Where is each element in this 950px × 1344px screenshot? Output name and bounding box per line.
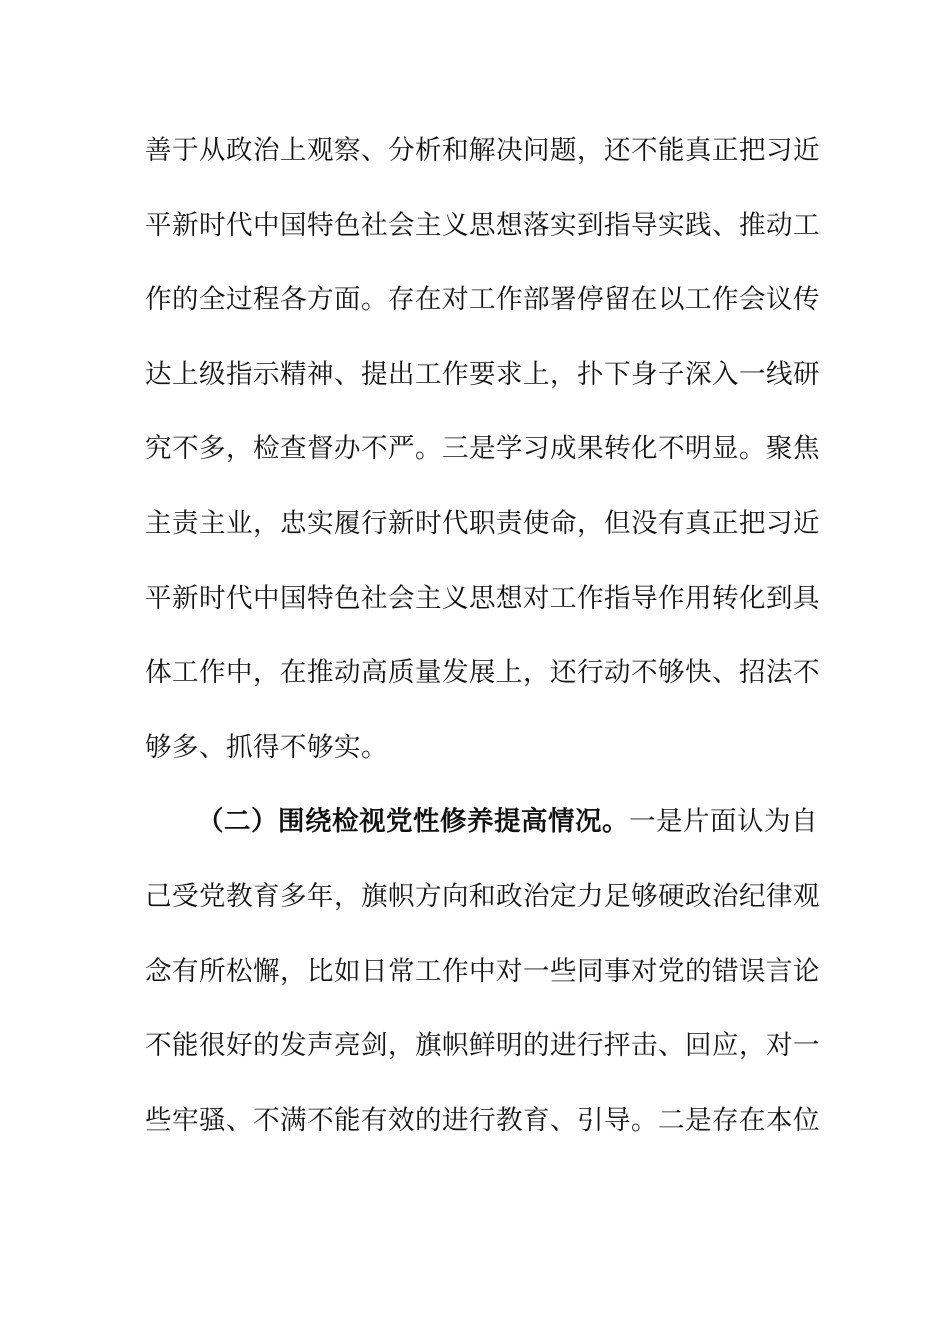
text-line: 平新时代中国特色社会主义思想落实到指导实践、推动工 (145, 209, 820, 241)
text-run: 一是片面认为自 (629, 806, 818, 838)
text-line: 己受党教育多年，旗帜方向和政治定力足够硬政治纪律观 (145, 880, 820, 912)
body-text (145, 128, 820, 1172)
section-heading: （二）围绕检视党性修养提高情况。 (197, 806, 629, 838)
text-line: 究不多，检查督办不严。三是学习成果转化不明显。聚焦 (145, 433, 820, 465)
text-line: 平新时代中国特色社会主义思想对工作指导作用转化到具 (145, 582, 820, 614)
section-heading-line (145, 799, 818, 874)
text-line: 念有所松懈，比如日常工作中对一些同事对党的错误言论 (145, 955, 820, 987)
text-line: 达上级指示精神、提出工作要求上，扑下身子深入一线研 (145, 358, 820, 390)
text-line: 作的全过程各方面。存在对工作部署停留在以工作会议传 (145, 284, 820, 316)
text-line: 不能很好的发声亮剑，旗帜鲜明的进行抨击、回应，对一 (145, 1030, 820, 1062)
text-line: 够多、抓得不够实。 (145, 731, 388, 763)
text-line: 主责主业，忠实履行新时代职责使命，但没有真正把习近 (145, 507, 820, 539)
text-line: 些牢骚、不满不能有效的进行教育、引导。二是存在本位 (145, 1104, 820, 1136)
text-line: 体工作中，在推动高质量发展上，还行动不够快、招法不 (145, 657, 820, 689)
text-line: 善于从政治上观察、分析和解决问题，还不能真正把习近 (145, 135, 820, 166)
